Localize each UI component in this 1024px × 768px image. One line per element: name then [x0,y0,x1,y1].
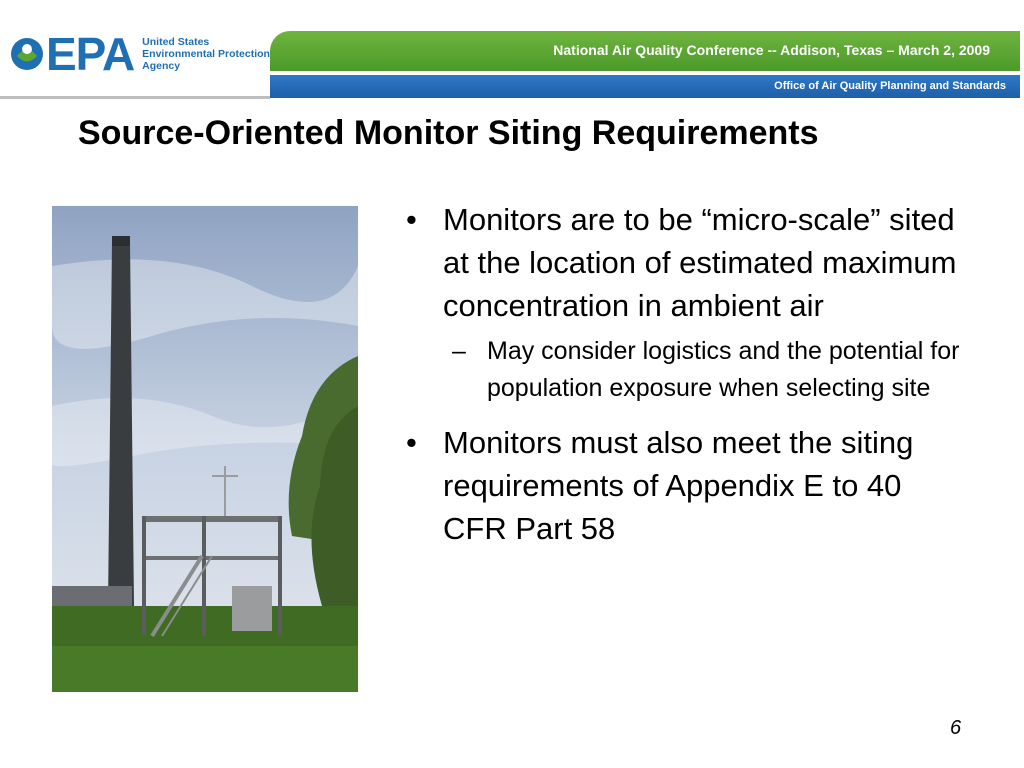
sub-bullet-glyph: – [452,337,466,365]
agency-line: Environmental Protection [142,48,270,60]
agency-line: United States [142,36,210,48]
sub-bullet-item [406,333,966,407]
agency-name [142,36,270,72]
sub-bullet-text: May consider logistics and the potential for population exposure when selecting site [487,337,960,402]
bullet-text: Monitors are to be “micro-scale” sited at the location of estimated maximum concentration in ambient air [443,202,957,323]
bullet-glyph: • [406,425,417,460]
header-divider [0,96,270,99]
bullet-list [406,198,966,562]
bullet-item [406,198,966,327]
bullet-item [406,421,966,550]
slide-header [0,0,1024,100]
epa-logo-text: EPA [46,28,135,80]
bullet-text: Monitors must also meet the siting requirements of Appendix E to 40 CFR Part 58 [443,425,914,546]
smokestack-photo [52,206,358,692]
bullet-glyph: • [406,202,417,237]
page-number: 6 [950,717,962,739]
slide-title: Source-Oriented Monitor Siting Requirements [78,114,819,152]
conference-title: National Air Quality Conference -- Addison, Texas – March 2, 2009 [553,42,990,58]
epa-logo [10,30,270,78]
agency-line: Agency [142,60,181,72]
office-name: Office of Air Quality Planning and Standards [774,80,1006,92]
epa-flower-icon [10,37,44,71]
